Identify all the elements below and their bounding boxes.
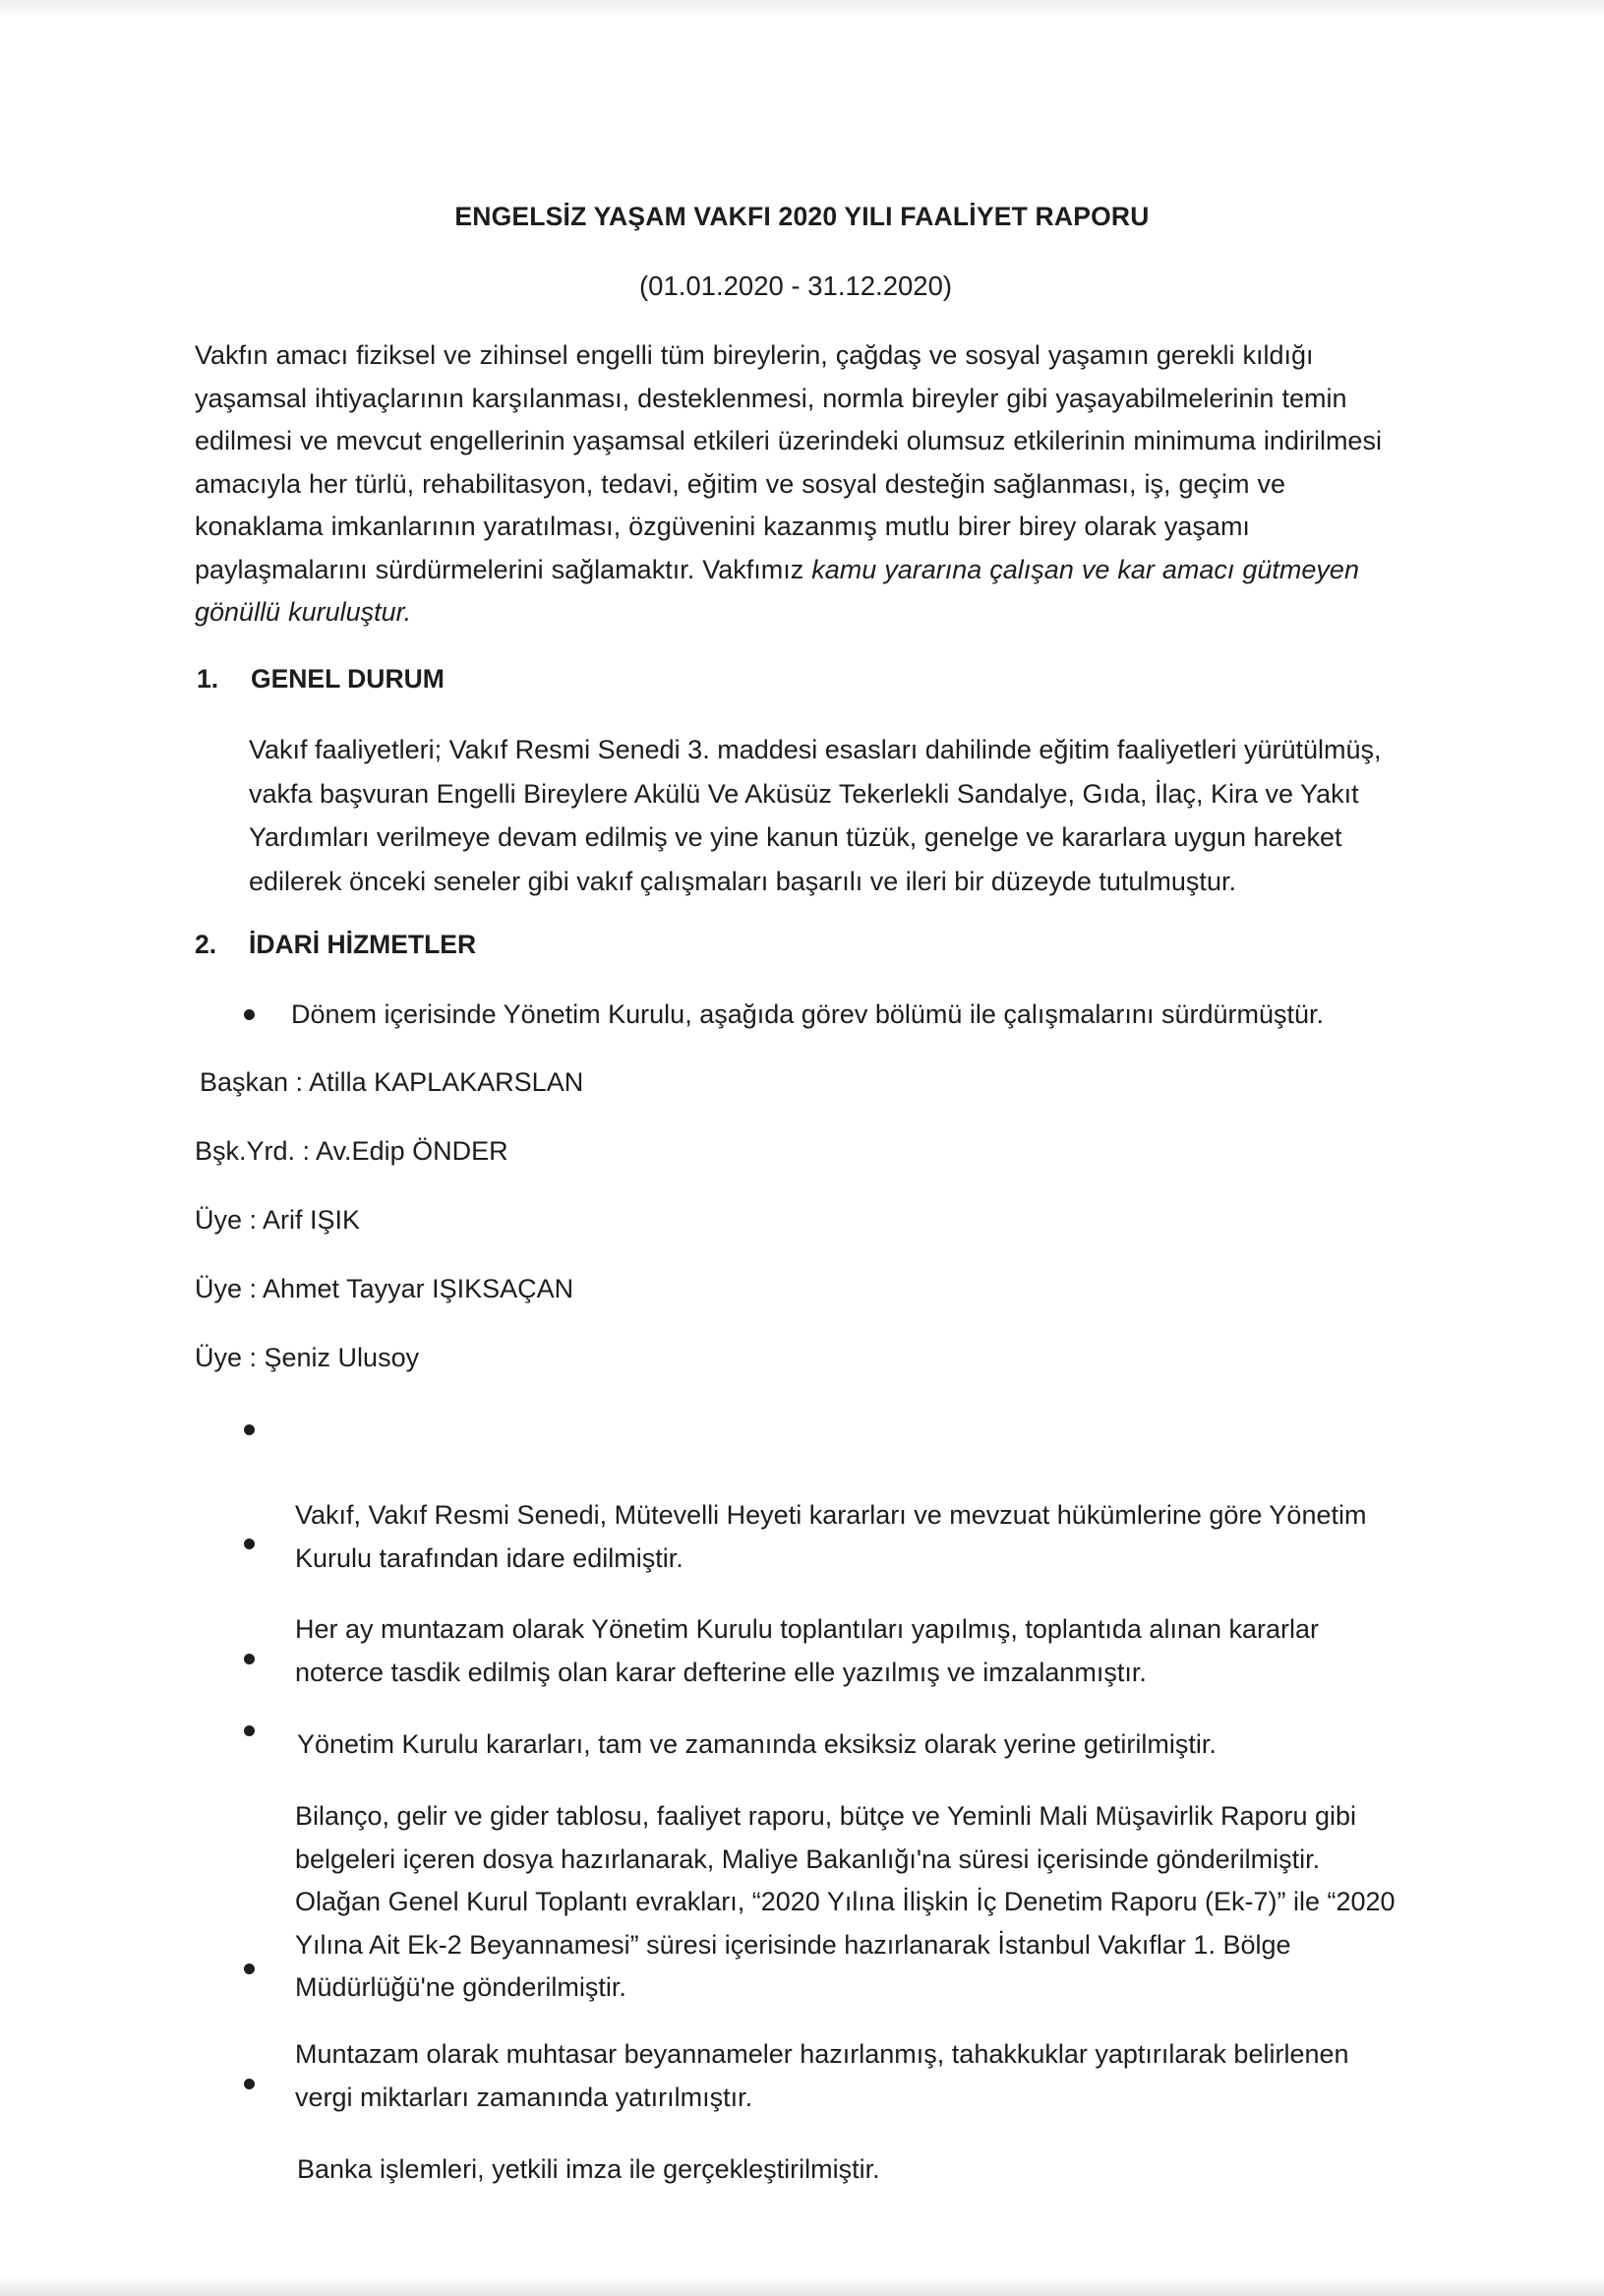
list-item-text: Vakıf, Vakıf Resmi Senedi, Mütevelli Heyeti kararları ve mevzuat hükümlerine göre Yönetim Kurulu tarafından idare edilmiştir. xyxy=(295,1500,1367,1573)
board-member: Üye : Arif IŞIK xyxy=(195,1205,361,1235)
section-number: 1. xyxy=(197,664,219,694)
scan-edge-bottom xyxy=(0,2276,1604,2296)
board-member: Bşk.Yrd. : Av.Edip ÖNDER xyxy=(195,1136,508,1166)
section-number: 2. xyxy=(195,930,217,959)
report-period: (01.01.2020 - 31.12.2020) xyxy=(639,271,953,301)
list-item-text: Banka işlemleri, yetkili imza ile gerçekleştirilmiştir. xyxy=(297,2154,880,2184)
board-member: Başkan : Atilla KAPLAKARSLAN xyxy=(200,1067,584,1097)
report-title: ENGELSİZ YAŞAM VAKFI 2020 YILI FAALİYET RAPORU xyxy=(454,202,1150,231)
bullet-icon xyxy=(244,1964,255,1974)
list-item xyxy=(291,994,1422,1037)
list-item xyxy=(297,2063,1428,2192)
intro-paragraph xyxy=(195,334,1414,634)
bullet-icon xyxy=(244,1009,255,1020)
bullet-icon xyxy=(244,1539,255,1549)
intro-italic-text: kamu yararına çalışan ve kar amacı gütmeyen gönüllü kuruluştur. xyxy=(195,554,1359,627)
bullet-icon xyxy=(244,1725,255,1736)
list-item-text: Bilanço, gelir ve gider tablosu, faaliyet raporu, bütçe ve Yeminli Mali Müşavirlik Raporu gibi belgeleri içeren dosya hazırlanarak, Maliye Bakanlığı'na süresi içerisinde gönderilmiştir. Olağan Genel Kurul Toplantı evrakları, “2020 Yılına İlişkin İç Denetim Raporu (Ek-7)” ile “2020 Yılına Ait Ek-2 Beyannamesi” süresi içerisinde hazırlanarak İstanbul Vakıflar 1. Bölge Müdürlüğü'ne gönderilmiştir. xyxy=(295,1801,1396,2002)
board-member: Üye : Şeniz Ulusoy xyxy=(195,1343,420,1372)
scan-edge-top xyxy=(0,0,1604,18)
section-title: GENEL DURUM xyxy=(251,664,445,694)
list-item-text: Her ay muntazam olarak Yönetim Kurulu toplantıları yapılmış, toplantıda alınan kararlar noterce tasdik edilmiş olan karar defterine elle yazılmış ve imzalanmıştır. xyxy=(295,1614,1320,1687)
bullet-icon xyxy=(244,1424,255,1435)
list-item-text: Muntazam olarak muhtasar beyannameler hazırlanmış, tahakkuklar yaptırılarak belirlenen vergi miktarları zamanında yatırılmıştır. xyxy=(295,2039,1349,2112)
genel-durum-paragraph: Vakıf faaliyetleri; Vakıf Resmi Senedi 3. maddesi esasları dahilinde eğitim faaliyetleri yürütülmüş, vakfa başvuran Engelli Bireylere Akülü Ve Aküsüz Tekerlekli Sandalye, Gıda, İlaç, Kira ve Yakıt Yardımları verilmeye devam edilmiş ve yine kanun tüzük, genelge ve kararlara uygun hareket edilerek önceki seneler gibi vakıf çalışmaları başarılı ve ileri bir düzeyde tutulmuştur. xyxy=(249,735,1382,896)
section-heading-genel-durum xyxy=(197,664,445,695)
list-item-text: Dönem içerisinde Yönetim Kurulu, aşağıda görev bölümü ile çalışmalarını sürdürmüştür. xyxy=(291,999,1325,1029)
board-member: Üye : Ahmet Tayyar IŞIKSAÇAN xyxy=(195,1274,574,1303)
intro-text: Vakfın amacı fiziksel ve zihinsel engelli tüm bireylerin, çağdaş ve sosyal yaşamın gerekli kıldığı yaşamsal ihtiyaçlarının karşılanması, desteklenmesi, normla bireyler gibi yaşayabilmelerinin temin edilmesi ve mevcut engellerinin yaşamsal etkileri üzerindeki olumsuz etkilerinin minimuma indirilmesi amacıyla her türlü, rehabilitasyon, tedavi, eğitim ve sosyal desteğin sağlanması, iş, geçim ve konaklama imkanlarının yaratılması, özgüvenini kazanmış mutlu birer birey olarak yaşamı paylaşmalarını sürdürmelerini sağlamaktır. Vakfımız xyxy=(195,340,1382,584)
bullet-icon xyxy=(244,1654,255,1664)
list-item-text: Yönetim Kurulu kararları, tam ve zamanında eksiksiz olarak yerine getirilmiştir. xyxy=(297,1729,1217,1759)
bullet-icon xyxy=(244,2079,255,2089)
section-title: İDARİ HİZMETLER xyxy=(249,930,477,959)
section-heading-idari-hizmetler xyxy=(195,930,476,960)
